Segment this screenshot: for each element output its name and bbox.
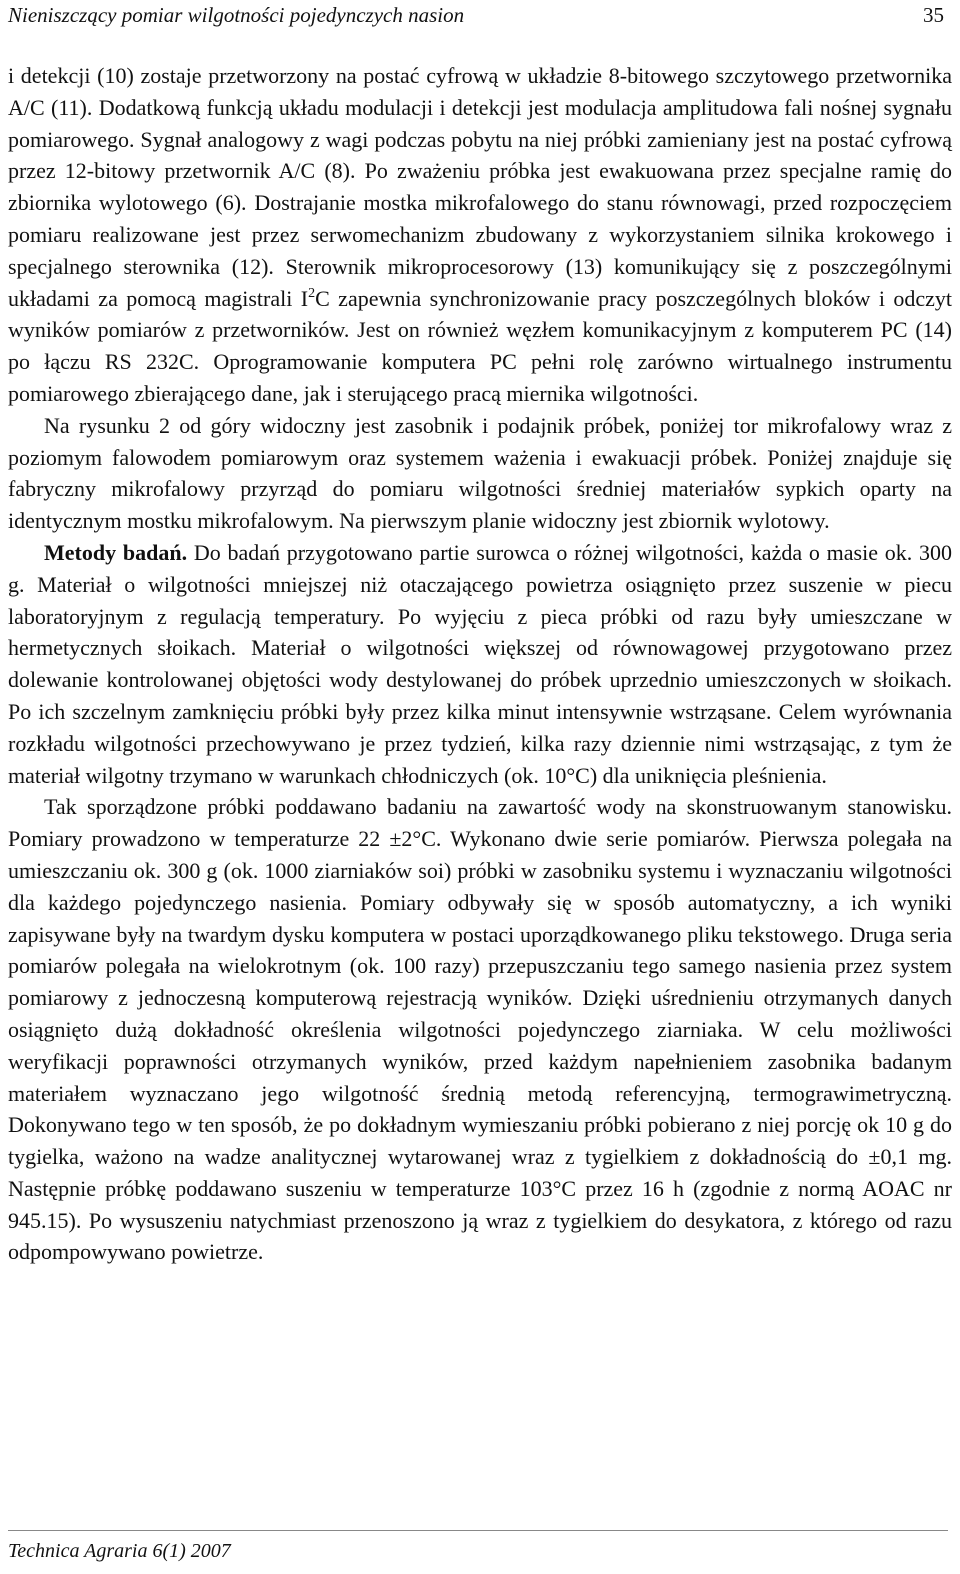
body-text [8,60,952,1268]
section-heading-metody: Metody badań. [44,539,188,565]
paragraph-1 [8,60,952,410]
paragraph-3-text: Do badań przygotowano partie surowca o różnej wilgotności, każda o masie ok. 300 g. Materiał o wilgotności mniejszej niż otaczającego powietrza osiągnięto przez suszenie w piecu laboratoryjnym z regulacją temperatury. Po wyjęciu z pieca próbki od razu były umieszczane w hermetycznych słoikach. Materiał o wilgotności większej od równowagowej przygotowano przez dolewanie kontrolowanej objętości wody destylowanej do próbek uprzednio umieszczonych w słoikach. Po ich szczelnym zamknięciu próbki były przez kilka minut intensywnie wstrząsane. Celem wyrównania rozkładu wilgotności przechowywano je przez tydzień, kilka razy dziennie nimi wstrząsając, z tym że materiał wilgotny trzymano w warunkach chłodniczych (ok. 10°C) dla uniknięcia pleśnienia. [8,539,953,788]
paragraph-1-tail: C zapewnia synchronizowanie pracy poszczególnych bloków i odczyt wyników pomiarów z przetworników. Jest on również węzłem komunikacyjnym z komputerem PC (14) po łączu RS 232C. Oprogramowanie komputera PC pełni rolę zarówno wirtualnego instrumentu pomiarowego zbierającego dane, jak i sterującego pracą miernika wilgotności. [8,285,952,406]
running-title: Nieniszczący pomiar wilgotności pojedynczych nasion [8,3,465,27]
paragraph-3 [8,537,952,791]
paragraph-2: Na rysunku 2 od góry widoczny jest zasobnik i podajnik próbek, poniżej tor mikrofalowy wraz z poziomym falowodem pomiarowym oraz systemem ważenia i ewakuacji próbek. Poniżej znajduje się fabryczny mikrofalowy przyrząd do pomiaru wilgotności średniej materiałów sypkich oparty na identycznym mostku mikrofalowym. Na pierwszym planie widoczny jest zbiornik wylotowy. [8,412,952,534]
paragraph-4: Tak sporządzone próbki poddawano badaniu na zawartość wody na skonstruowanym stanowisku. Pomiary prowadzono w temperaturze 22 ±2°C. Wykonano dwie serie pomiarów. Pierwsza polegała na umieszczaniu ok. 300 g (ok. 1000 ziarniaków soi) próbki w zasobniku systemu i wyznaczaniu wilgotności dla każdego pojedynczego nasienia. Pomiary odbywały się w sposób automatyczny, a ich wyniki zapisywane były na twardym dysku komputera w postaci uporządkowanego pliku tekstowego. Druga seria pomiarów polegała na wielokrotnym (ok. 100 razy) przepuszczaniu tego samego nasienia przez system pomiarowy z jednoczesną komputerową rejestracją wyników. Dzięki uśrednieniu otrzymanych danych osiągnięto dużą dokładność określenia wilgotności pojedynczego ziarniaka. W celu możliwości weryfikacji poprawności otrzymanych wyników, przed każdym napełnieniem zasobnika badanym materiałem wyznaczano jego wilgotność średnią metodą referencyjną, termograwimetryczną. Dokonywano tego w ten sposób, że po dokładnym wymieszaniu próbki pobierano z niej porcję ok 10 g do tygielka, ważono na wadze analitycznej wytarowanej wraz z tygielkiem z dokładnością do ±0,1 mg. Następnie próbkę poddawano suszeniu w temperaturze 103°C przez 16 h (zgodnie z normą AOAC nr 945.15). Po wysuszeniu natychmiast przenoszono ją wraz z tygielkiem do desykatora, z którego od razu odpompowywano powietrze. [8,794,952,1265]
journal-footer: Technica Agraria 6(1) 2007 [8,1540,231,1562]
paragraph-1-text: i detekcji (10) zostaje przetworzony na postać cyfrową w układzie 8-bitowego szczytowego przetwornika A/C (11). Dodatkową funkcją układu modulacji i detekcji jest modulacja amplitudowa fali nośnej sygnału pomiarowego. Sygnał analogowy z wagi podczas pobytu na niej próbki zamieniany jest na postać cyfrową przez 12-bitowy przetwornik A/C (8). Po zważeniu próbka jest ewakuowana przez specjalne ramię do zbiornika wylotowego (6). Dostrajanie mostka mikrofalowego do stanu równowagi, przed rozpoczęciem pomiaru realizowane jest przez serwomechanizm zbudowany z wykorzystaniem silnika krokowego i specjalnego sterownika (12). Sterownik mikroprocesorowy (13) komunikujący się z poszczególnymi układami za pomocą magistrali I [8,63,952,311]
footer-divider [8,1530,948,1531]
superscript-2: 2 [308,285,316,301]
running-header [8,0,952,30]
page-number: 35 [923,3,944,27]
